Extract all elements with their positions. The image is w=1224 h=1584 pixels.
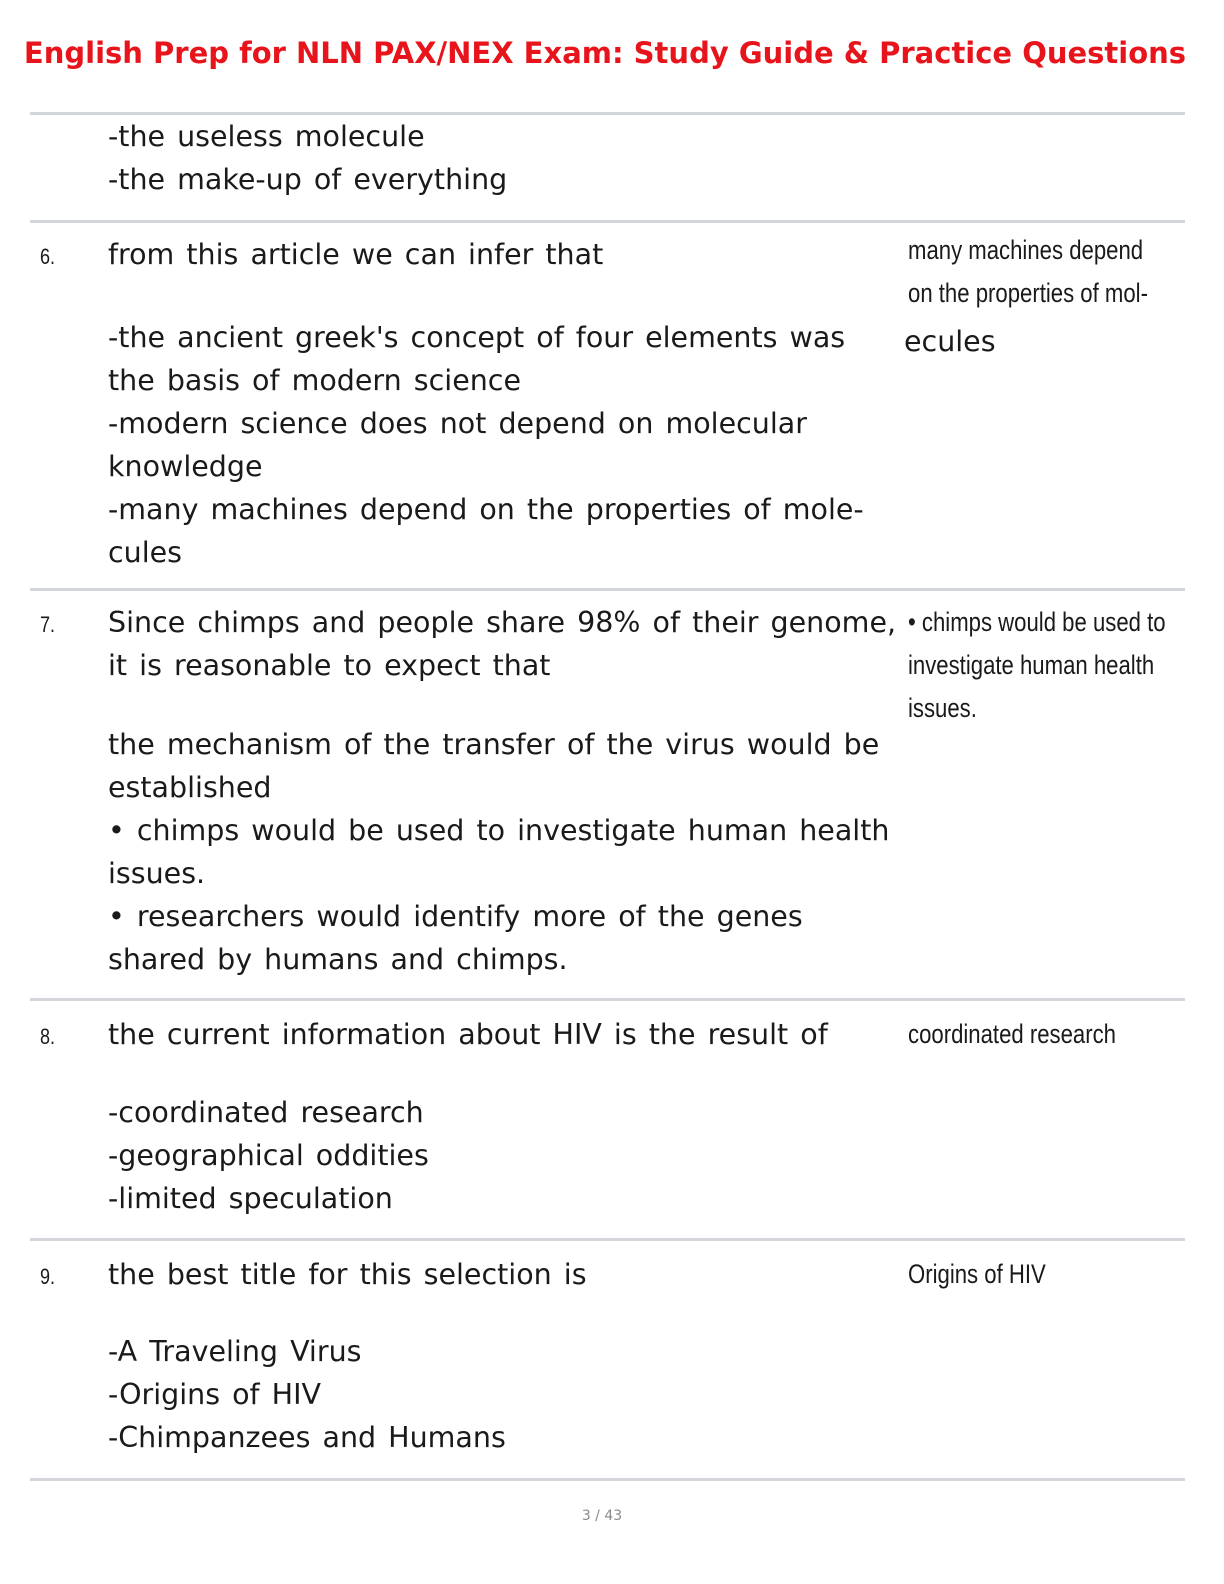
answer-text: • chimps would be used to investigate human health issues.	[908, 607, 1166, 723]
question-text: from this article we can infer that	[108, 238, 604, 271]
question-text: Since chimps and people share 98% of their genome, it is reasonable to expect that	[108, 606, 897, 682]
divider	[30, 1478, 1185, 1481]
page-title: English Prep for NLN PAX/NEX Exam: Study Guide & Practice Questions	[23, 36, 1187, 70]
question-number: 8.	[40, 1024, 56, 1049]
page-indicator: 3 / 43	[581, 1508, 623, 1524]
question-options	[108, 1091, 898, 1220]
option-item: -Origins of HIV	[108, 1378, 321, 1411]
divider	[30, 1238, 1185, 1241]
question-number: 7.	[40, 612, 56, 637]
option-item: -the make-up of everything	[108, 163, 508, 196]
question-text: the current information about HIV is the result of	[108, 1018, 828, 1051]
option-item: -Chimpanzees and Humans	[108, 1421, 506, 1454]
question-options	[108, 1330, 898, 1459]
option-item: -many machines depend on the properties of mole- cules	[108, 493, 864, 569]
option-item: -geographical oddities	[108, 1139, 429, 1172]
question-number: 6.	[40, 244, 56, 269]
option-item: -modern science does not depend on molecular knowledge	[108, 407, 807, 483]
question-options	[108, 723, 898, 981]
option-item: the mechanism of the transfer of the virus would be established	[108, 728, 880, 804]
answer-text: coordinated research	[908, 1019, 1116, 1049]
divider	[30, 220, 1185, 223]
divider	[30, 588, 1185, 591]
option-item: -coordinated research	[108, 1096, 424, 1129]
option-item: -the useless molecule	[108, 120, 425, 153]
continuation-options	[108, 115, 898, 201]
answer-text: many machines depend on the properties of mol-	[908, 235, 1148, 308]
answer-text-continuation: ecules	[904, 325, 996, 358]
option-item: -A Traveling Virus	[108, 1335, 362, 1368]
option-item: -limited speculation	[108, 1182, 393, 1215]
option-item: -the ancient greek's concept of four elements was the basis of modern science	[108, 321, 846, 397]
question-options	[108, 316, 898, 574]
question-number: 9.	[40, 1264, 56, 1289]
divider	[30, 998, 1185, 1001]
option-item: • chimps would be used to investigate human health issues.	[108, 814, 890, 890]
question-text: the best title for this selection is	[108, 1258, 587, 1291]
answer-text: Origins of HIV	[908, 1259, 1046, 1289]
option-item: • researchers would identify more of the genes shared by humans and chimps.	[108, 900, 803, 976]
